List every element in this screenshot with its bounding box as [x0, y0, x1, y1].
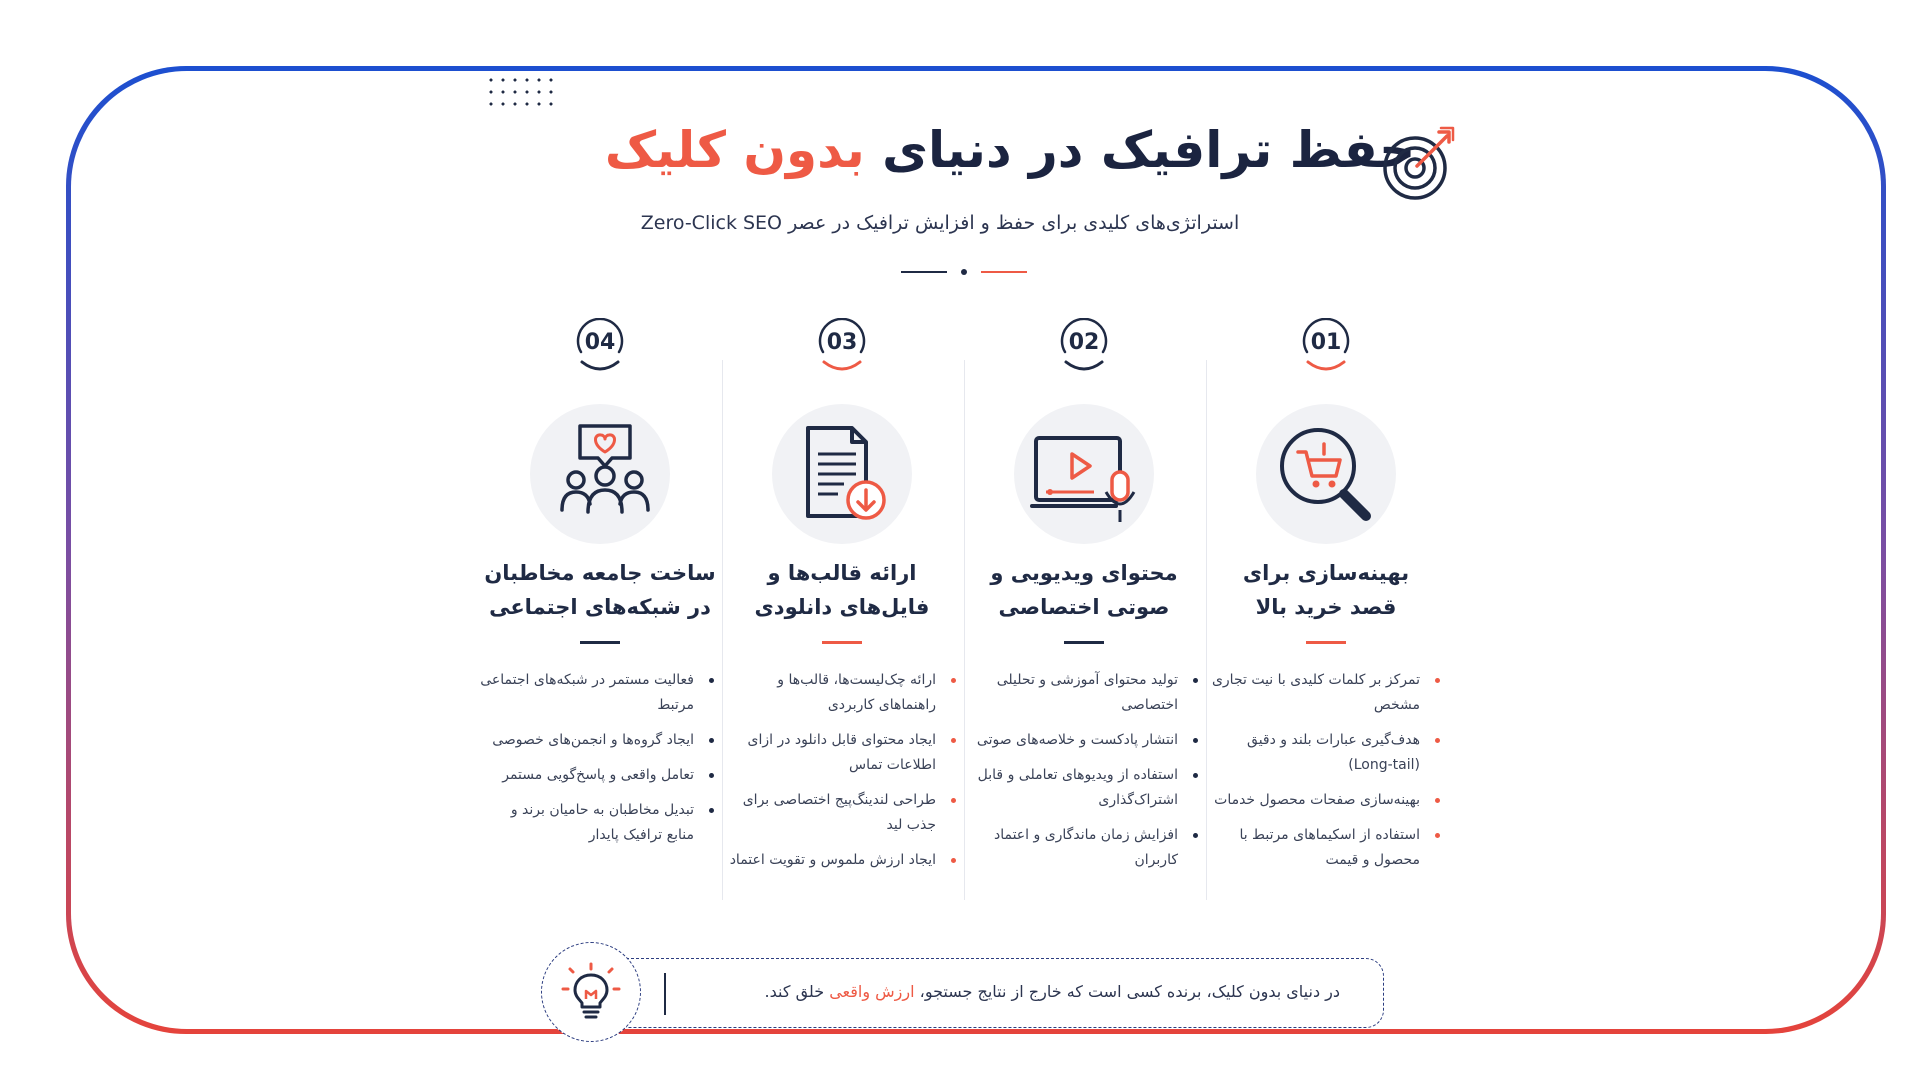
video-microphone-icon	[1014, 404, 1154, 544]
strategy-column-01	[1206, 318, 1446, 908]
list-item: انتشار پادکست و خلاصه‌های صوتی	[964, 728, 1204, 753]
step-number: 04	[584, 330, 616, 355]
step-number-badge	[1300, 318, 1352, 376]
community-heart-icon	[530, 404, 670, 544]
title-divider	[901, 269, 1029, 275]
page-title	[560, 110, 1460, 190]
step-number: 02	[1068, 330, 1100, 355]
list-item: استفاده از ویدیوهای تعاملی و قابل اشتراک‌گذاری	[964, 763, 1204, 813]
step-number-badge	[1058, 318, 1110, 376]
decorative-dots	[485, 74, 557, 112]
list-item: فعالیت مستمر در شبکه‌های اجتماعی مرتبط	[480, 668, 720, 718]
strategy-column-04	[480, 318, 720, 908]
title-underline	[822, 641, 862, 644]
page-subtitle: استراتژی‌های کلیدی برای حفظ و افزایش ترافیک در عصر Zero-Click SEO	[640, 212, 1240, 234]
column-title: ساخت جامعه مخاطبان در شبکه‌های اجتماعی	[484, 561, 716, 619]
bullet-list	[722, 668, 962, 883]
column-title: ارائه قالب‌ها و فایل‌های دانلودی	[754, 561, 930, 619]
list-item: ایجاد محتوای قابل دانلود در ازای اطلاعات تماس	[722, 728, 962, 778]
tip-text: در دنیای بدون کلیک، برنده کسی است که خارج از نتایج جستجو، ارزش واقعی خلق کند.	[764, 982, 1340, 1001]
cart-magnifier-icon	[1256, 404, 1396, 544]
strategy-column-02	[964, 318, 1204, 908]
list-item: ارائه چک‌لیست‌ها، قالب‌ها و راهنماهای کاربردی	[722, 668, 962, 718]
bullet-list	[964, 668, 1204, 883]
list-item: افزایش زمان ماندگاری و اعتماد کاربران	[964, 823, 1204, 873]
list-item: تبدیل مخاطبان به حامیان برند و منابع ترافیک پایدار	[480, 798, 720, 848]
column-title: محتوای ویدیویی و صوتی اختصاصی	[990, 561, 1178, 619]
step-number: 01	[1310, 330, 1342, 355]
tip-divider	[664, 973, 666, 1015]
list-item: استفاده از اسکیماهای مرتبط با محصول و قیمت	[1206, 823, 1446, 873]
lightbulb-icon	[541, 942, 641, 1042]
title-underline	[1306, 641, 1346, 644]
list-item: تعامل واقعی و پاسخ‌گویی مستمر	[480, 763, 720, 788]
list-item: ایجاد ارزش ملموس و تقویت اعتماد	[722, 848, 962, 873]
column-title: بهینه‌سازی برای قصد خرید بالا	[1242, 561, 1410, 619]
list-item: تولید محتوای آموزشی و تحلیلی اختصاصی	[964, 668, 1204, 718]
title-main: حفظ ترافیک در دنیای	[882, 121, 1416, 179]
list-item: تمرکز بر کلمات کلیدی با نیت تجاری مشخص	[1206, 668, 1446, 718]
document-download-icon	[772, 404, 912, 544]
title-underline	[1064, 641, 1104, 644]
target-arrow-icon	[1375, 122, 1461, 208]
step-number: 03	[826, 330, 858, 355]
strategy-column-03	[722, 318, 962, 908]
list-item: ایجاد گروه‌ها و انجمن‌های خصوصی	[480, 728, 720, 753]
title-underline	[580, 641, 620, 644]
tip-accent: ارزش واقعی	[829, 982, 915, 1001]
list-item: هدف‌گیری عبارات بلند و دقیق (Long-tail)	[1206, 728, 1446, 778]
list-item: طراحی لندینگ‌پیج اختصاصی برای جذب لید	[722, 788, 962, 838]
bullet-list	[480, 668, 720, 858]
list-item: بهینه‌سازی صفحات محصول خدمات	[1206, 788, 1446, 813]
step-number-badge	[574, 318, 626, 376]
bullet-list	[1206, 668, 1446, 883]
title-accent: بدون کلیک	[604, 121, 865, 179]
step-number-badge	[816, 318, 868, 376]
